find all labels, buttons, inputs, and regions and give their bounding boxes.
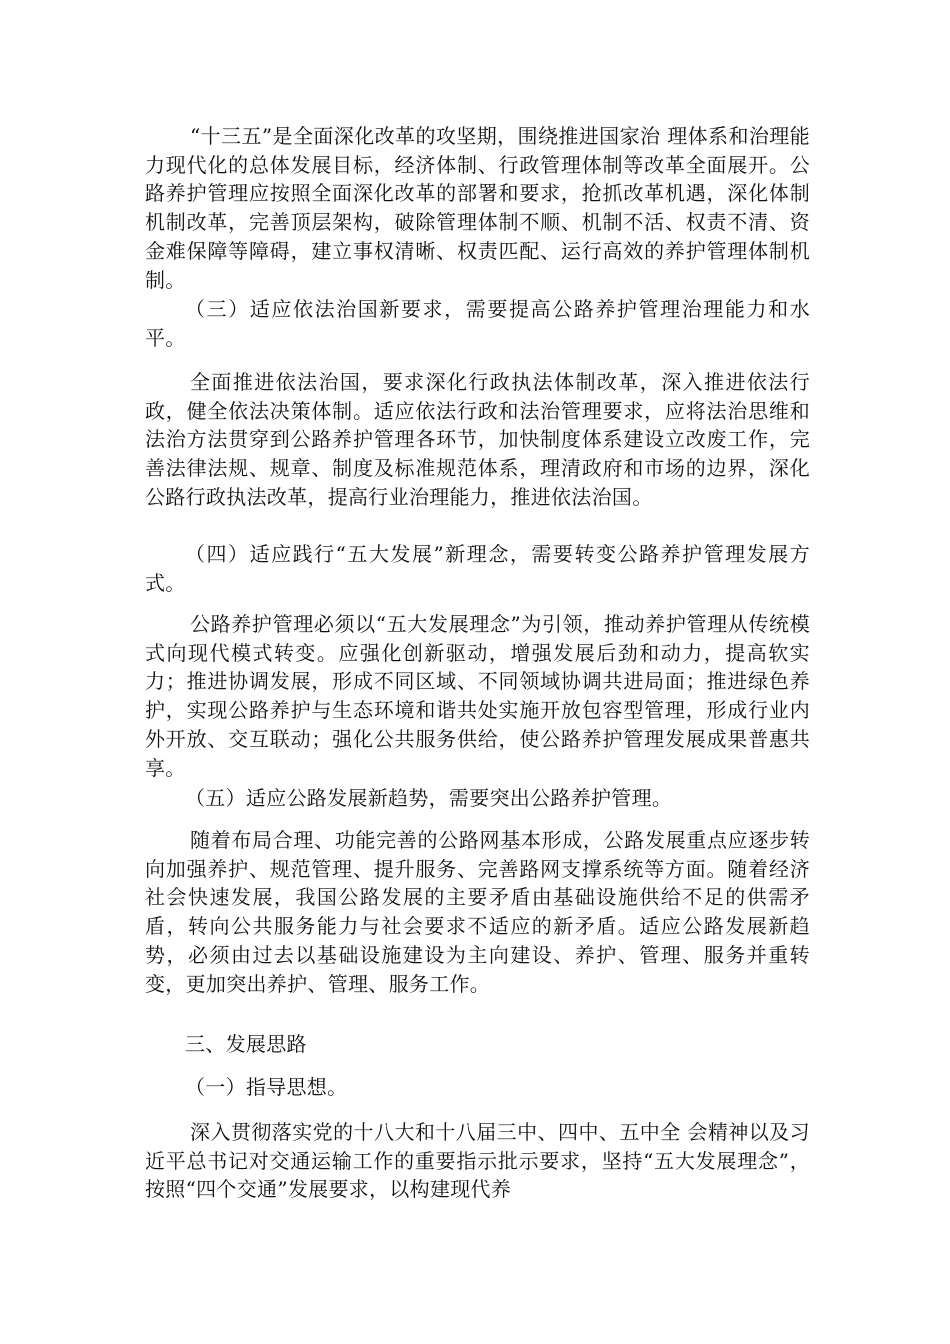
subsection-heading-guiding-thought: （一）指导思想。 bbox=[185, 1075, 348, 1099]
section-heading-new-trend: （五）适应公路发展新趋势，需要突出公路养护管理。 bbox=[185, 786, 673, 810]
paragraph-five-development: 公路养护管理必须以“五大发展理念”为引领，推动养护管理从传统模式向现代模式转变。应强化创新驱动，增强发展后劲和动力，提高软实力；推进协调发展，形成不同区域、不同领域协调共进局面；推进绿色养护，实现公路养护与生态环境和谐共处实施开放包容型管理，形成行业内外开放、交互联动；强化公共服务供给，使公路养护管理发展成果普惠共享。 bbox=[145, 612, 810, 780]
section-heading-rule-of-law: （三）适应依法治国新要求，需要提高公路养护管理治理能力和水平。 bbox=[145, 297, 810, 350]
section-heading-development-ideas: 三、发展思路 bbox=[185, 1032, 307, 1056]
paragraph-rule-of-law: 全面推进依法治国，要求深化行政执法体制改革，深入推进依法行政，健全依法决策体制。适应依法行政和法治管理要求，应将法治思维和法治方法贯穿到公路养护管理各环节，加快制度体系建设立改废工作，完善法律法规、规章、制度及标准规范体系，理清政府和市场的边界，深化公路行政执法改革，提高行业治理能力，推进依法治国。 bbox=[145, 370, 810, 509]
section-heading-five-development: （四）适应践行“五大发展”新理念，需要转变公路养护管理发展方式。 bbox=[145, 542, 810, 595]
paragraph-reform-period: “十三五”是全面深化改革的攻坚期，围绕推进国家治 理体系和治理能力现代化的总体发展目标，经济体制、行政管理体制等改革全面展开。公路养护管理应按照全面深化改革的部署和要求，抢抓改革机遇，深化体制机制改革，完善顶层架构，破除管理体制不顺、机制不活、权责不清、资金难保障等障碍，建立事权清晰、权责匹配、运行高效的养护管理体制机制。 bbox=[145, 124, 810, 292]
paragraph-new-trend: 随着布局合理、功能完善的公路网基本形成，公路发展重点应逐步转向加强养护、规范管理、提升服务、完善路网支撑系统等方面。随着经济社会快速发展，我国公路发展的主要矛盾由基础设施供给不足的供需矛盾，转向公共服务能力与社会要求不适应的新矛盾。适应公路发展新趋势，必须由过去以基础设施建设为主向建设、养护、管理、服务并重转变，更加突出养护、管理、服务工作。 bbox=[145, 828, 810, 996]
paragraph-guiding-thought: 深入贯彻落实党的十八大和十八届三中、四中、五中全 会精神以及习近平总书记对交通运输工作的重要指示批示要求，坚持“五大发展理念”，按照“四个交通”发展要求，以构建现代养 bbox=[145, 1120, 810, 1202]
